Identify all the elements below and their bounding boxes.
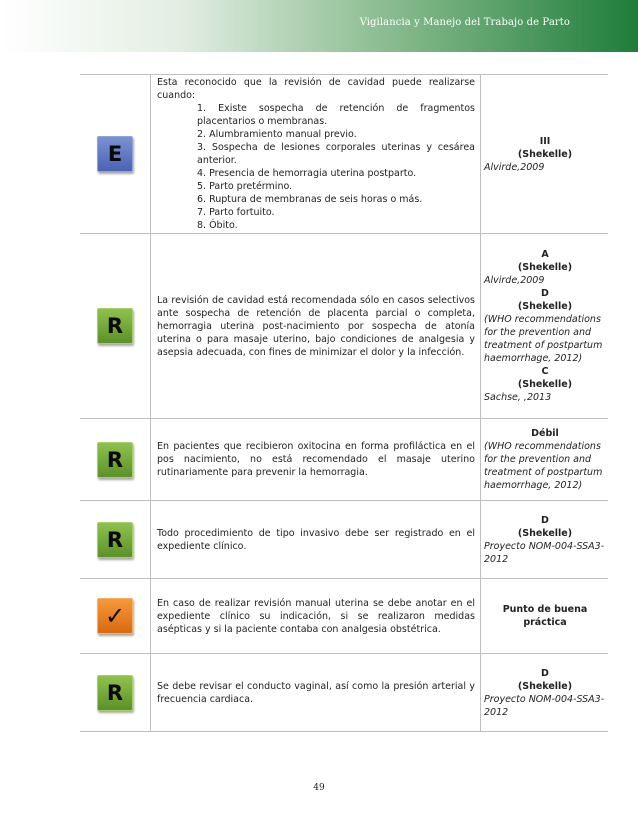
level-scale: (Shekelle) (517, 301, 573, 312)
list-item: 2. Alumbramiento manual previo. (197, 129, 357, 140)
level-grade: Débil (531, 428, 559, 439)
recommendation-badge: R (97, 522, 133, 558)
level-grade: C (541, 366, 549, 377)
level-source: Proyecto NOM-004-SSA3-2012 (484, 693, 605, 718)
evidence-badge: E (97, 136, 133, 172)
level-scale: (Shekelle) (517, 262, 573, 273)
evidence-level (481, 654, 609, 732)
list-item: 7. Parto fortuito. (197, 207, 275, 218)
page-number: 49 (313, 783, 325, 793)
level-grade: D (541, 667, 549, 679)
table-row (80, 419, 608, 501)
table-row (80, 654, 608, 732)
table-row (80, 501, 608, 579)
row-text: Se debe revisar el conducto vaginal, así como la presión arterial y frecuencia cardiaca. (151, 654, 481, 732)
recommendations-table (80, 74, 608, 732)
level-scale: (Shekelle) (517, 527, 573, 539)
recommendation-badge: R (97, 442, 133, 478)
level-grade: III (539, 135, 551, 147)
evidence-level (481, 75, 609, 234)
table-row (80, 234, 608, 419)
level-source: Alvirde,2009 (484, 161, 545, 173)
row-text: En caso de realizar revisión manual uterina se debe anotar en el expediente clínico su indicación, si se realizaron medidas asépticas y si la paciente contaba con analgesia obstétrica. (151, 579, 481, 654)
level-grade: A (541, 249, 549, 260)
row-text: Todo procedimiento de tipo invasivo debe ser registrado en el expediente clínico. (151, 501, 481, 579)
list-item: 4. Presencia de hemorragia uterina postparto. (197, 168, 417, 179)
level-source: Proyecto NOM-004-SSA3-2012 (484, 540, 605, 565)
level-source: Sachse, ,2013 (484, 392, 552, 403)
level-scale: (Shekelle) (517, 379, 573, 390)
evidence-level (481, 501, 609, 579)
recommendation-badge: R (97, 308, 133, 344)
row-text: En pacientes que recibieron oxitocina en forma profiláctica en el pos nacimiento, no está recomendado el masaje uterino rutinariamente para prevenir la hemorragia. (151, 419, 481, 501)
good-practice-label: Punto de buena práctica (502, 604, 588, 628)
level-grade: D (541, 288, 549, 299)
level-source: (WHO recommendations for the prevention and treatment of postpartum haemorrhage, 2012) (484, 441, 603, 491)
row-text (151, 75, 481, 234)
list-item: 5. Parto pretérmino. (197, 181, 293, 192)
evidence-level (481, 419, 609, 501)
list-item: 6. Ruptura de membranas de seis horas o más. (197, 194, 423, 205)
level-grade: D (541, 514, 549, 526)
recommendation-badge: R (97, 675, 133, 711)
header-title: Vigilancia y Manejo del Trabajo de Parto (359, 17, 570, 28)
checkmark-icon: ✓ (97, 598, 133, 634)
level-scale: (Shekelle) (517, 148, 573, 160)
row-text: La revisión de cavidad está recomendada sólo en casos selectivos ante sospecha de retención de placenta parcial o completa, hemorragia uterina post-nacimiento por sospecha de atonía uterina o para masaje uterino, bajo condiciones de analgesia y asepsia adecuada, con fines de minimizar el dolor y la infección. (151, 234, 481, 419)
header-banner (0, 0, 638, 52)
list-item: 3. Sospecha de lesiones corporales uterinas y cesárea anterior. (197, 142, 475, 166)
evidence-level (481, 234, 609, 419)
level-source: (WHO recommendations for the prevention and treatment of postpartum haemorrhage, 2012) (484, 314, 603, 364)
row-intro: Esta reconocido que la revisión de cavidad puede realizarse cuando: (157, 77, 475, 101)
list-item: 1. Existe sospecha de retención de fragmentos placentarios o membranas. (197, 103, 475, 127)
evidence-level (481, 579, 609, 654)
level-source: Alvirde,2009 (484, 275, 545, 286)
list-item: 8. Óbito. (197, 220, 238, 231)
table-row (80, 579, 608, 654)
table-row (80, 75, 608, 234)
level-scale: (Shekelle) (517, 680, 573, 692)
